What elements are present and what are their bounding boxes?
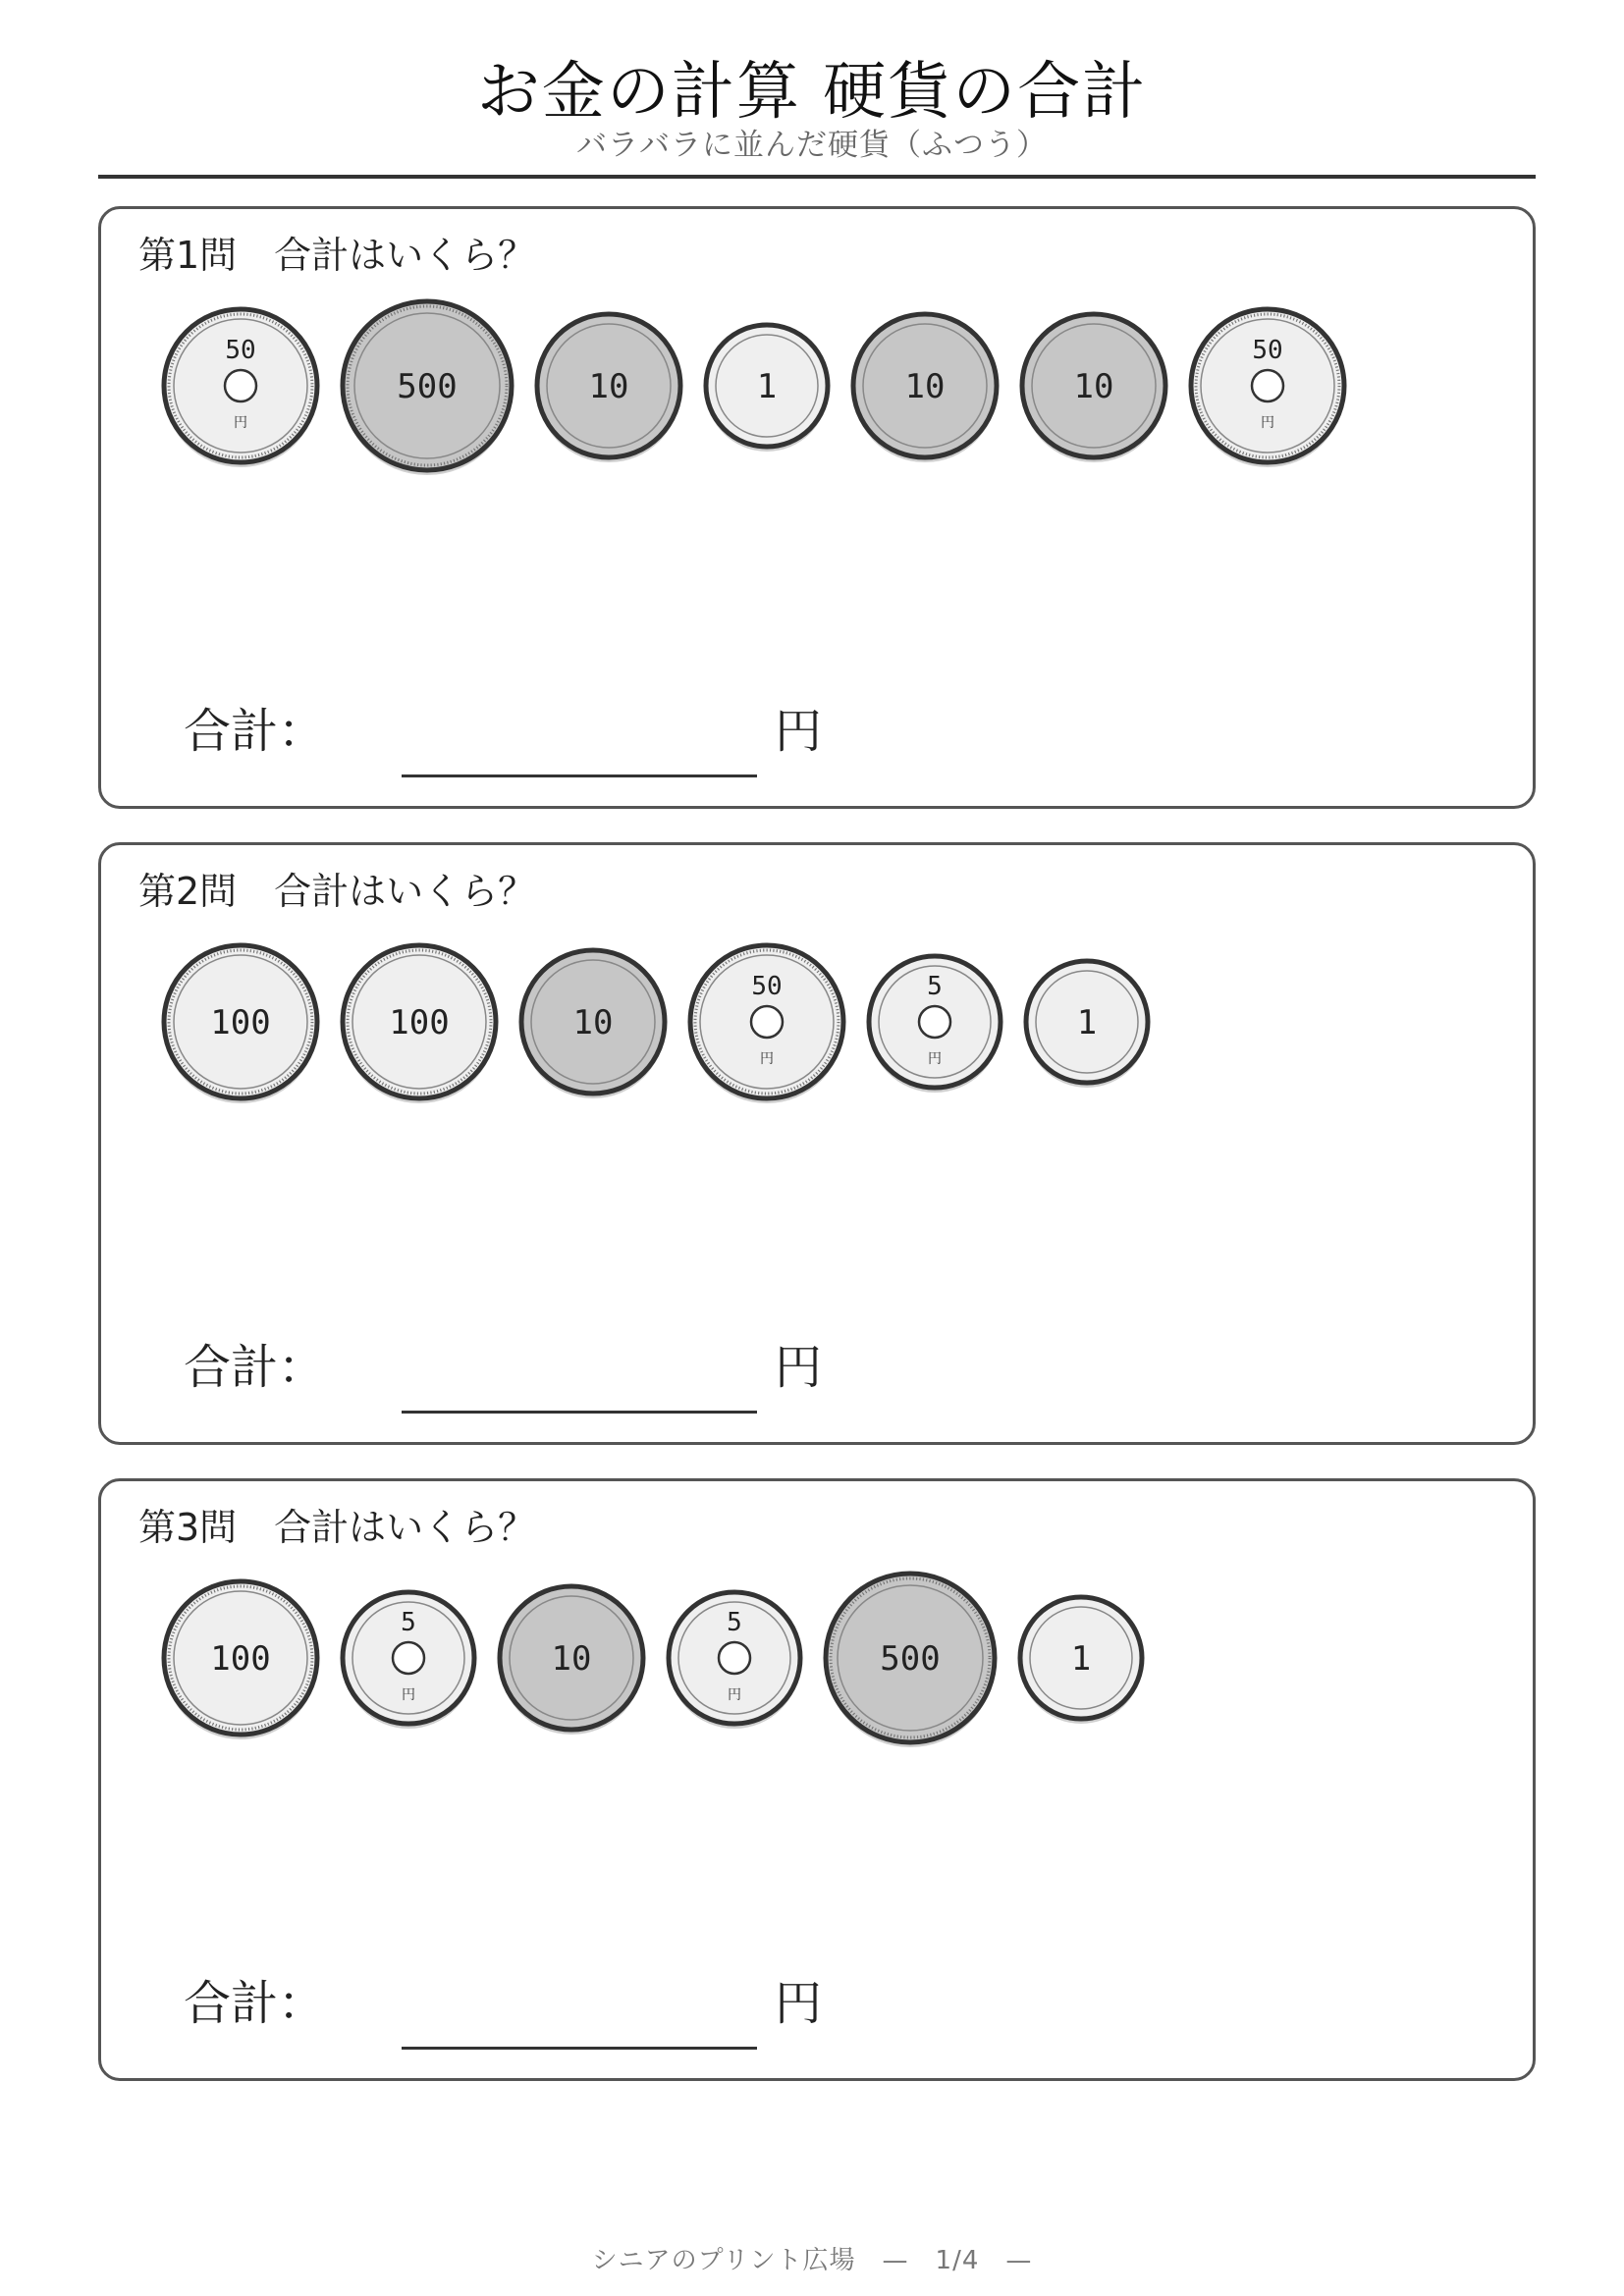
coin-50-yen — [164, 309, 317, 467]
coin-value-label: 5 — [727, 1608, 742, 1637]
coin-value-label: 10 — [572, 1003, 614, 1042]
coin-500-yen — [826, 1574, 995, 1747]
coin-50-yen — [690, 945, 843, 1103]
coin-yen-mark: 円 — [1261, 415, 1274, 431]
coin-10-yen — [521, 950, 665, 1098]
coin-yen-mark: 円 — [728, 1687, 741, 1703]
coin-value-label: 100 — [210, 1003, 271, 1042]
question-panel-1 — [98, 206, 1536, 809]
coin-100-yen — [164, 1581, 317, 1739]
coin-value-label: 50 — [751, 972, 783, 1001]
coin-value-label: 500 — [880, 1639, 941, 1679]
coin-value-label: 500 — [397, 367, 458, 406]
coin-10-yen — [500, 1586, 643, 1735]
coin-value-label: 50 — [225, 336, 256, 365]
coin-5-yen — [869, 956, 1001, 1093]
coin-5-yen — [343, 1592, 474, 1729]
coin-value-label: 10 — [904, 367, 946, 406]
coin-yen-mark: 円 — [760, 1051, 774, 1067]
coin-value-label: 10 — [1073, 367, 1114, 406]
yen-unit: 円 — [775, 704, 823, 759]
coin-500-yen — [343, 301, 512, 475]
page-footer: シニアのプリント広場 — 1/4 — — [591, 2246, 1033, 2275]
question-panel-2 — [98, 842, 1536, 1445]
question-label: 第1問 合計はいくら？ — [138, 234, 536, 277]
coin-value-label: 100 — [210, 1639, 271, 1679]
yen-unit: 円 — [775, 1340, 823, 1395]
title-divider — [98, 175, 1536, 179]
coin-row — [101, 1481, 1533, 1776]
question-label: 第3問 合計はいくら？ — [138, 1506, 536, 1549]
answer-blank[interactable] — [402, 2047, 757, 2050]
page-subtitle: バラバラに並んだ硬貨（ふつう） — [576, 128, 1048, 163]
coin-5-yen — [669, 1592, 800, 1729]
question-label: 第2問 合計はいくら？ — [138, 870, 536, 913]
coin-value-label: 10 — [551, 1639, 592, 1679]
total-label: 合計： — [184, 1340, 326, 1395]
coin-yen-mark: 円 — [234, 415, 247, 431]
total-label: 合計： — [184, 704, 326, 759]
coin-value-label: 1 — [756, 367, 778, 406]
page-title: お金の計算 硬貨の合計 — [476, 56, 1148, 129]
answer-blank[interactable] — [402, 774, 757, 777]
coin-row — [101, 209, 1533, 504]
coin-1-yen — [706, 325, 828, 452]
coin-value-label: 10 — [588, 367, 629, 406]
coin-10-yen — [1022, 314, 1165, 462]
coin-row — [101, 845, 1533, 1140]
coin-value-label: 1 — [1070, 1639, 1092, 1679]
coin-1-yen — [1020, 1597, 1142, 1724]
total-label: 合計： — [184, 1976, 326, 2031]
yen-unit: 円 — [775, 1976, 823, 2031]
coin-10-yen — [853, 314, 997, 462]
coin-10-yen — [537, 314, 680, 462]
coin-yen-mark: 円 — [928, 1051, 942, 1067]
question-panel-3 — [98, 1478, 1536, 2081]
coin-yen-mark: 円 — [402, 1687, 415, 1703]
coin-value-label: 1 — [1076, 1003, 1098, 1042]
coin-1-yen — [1026, 961, 1148, 1088]
answer-blank[interactable] — [402, 1411, 757, 1414]
coin-value-label: 5 — [927, 972, 943, 1001]
coin-value-label: 50 — [1252, 336, 1283, 365]
coin-50-yen — [1191, 309, 1344, 467]
coin-value-label: 5 — [401, 1608, 416, 1637]
coin-value-label: 100 — [389, 1003, 450, 1042]
coin-100-yen — [164, 945, 317, 1103]
coin-100-yen — [343, 945, 496, 1103]
